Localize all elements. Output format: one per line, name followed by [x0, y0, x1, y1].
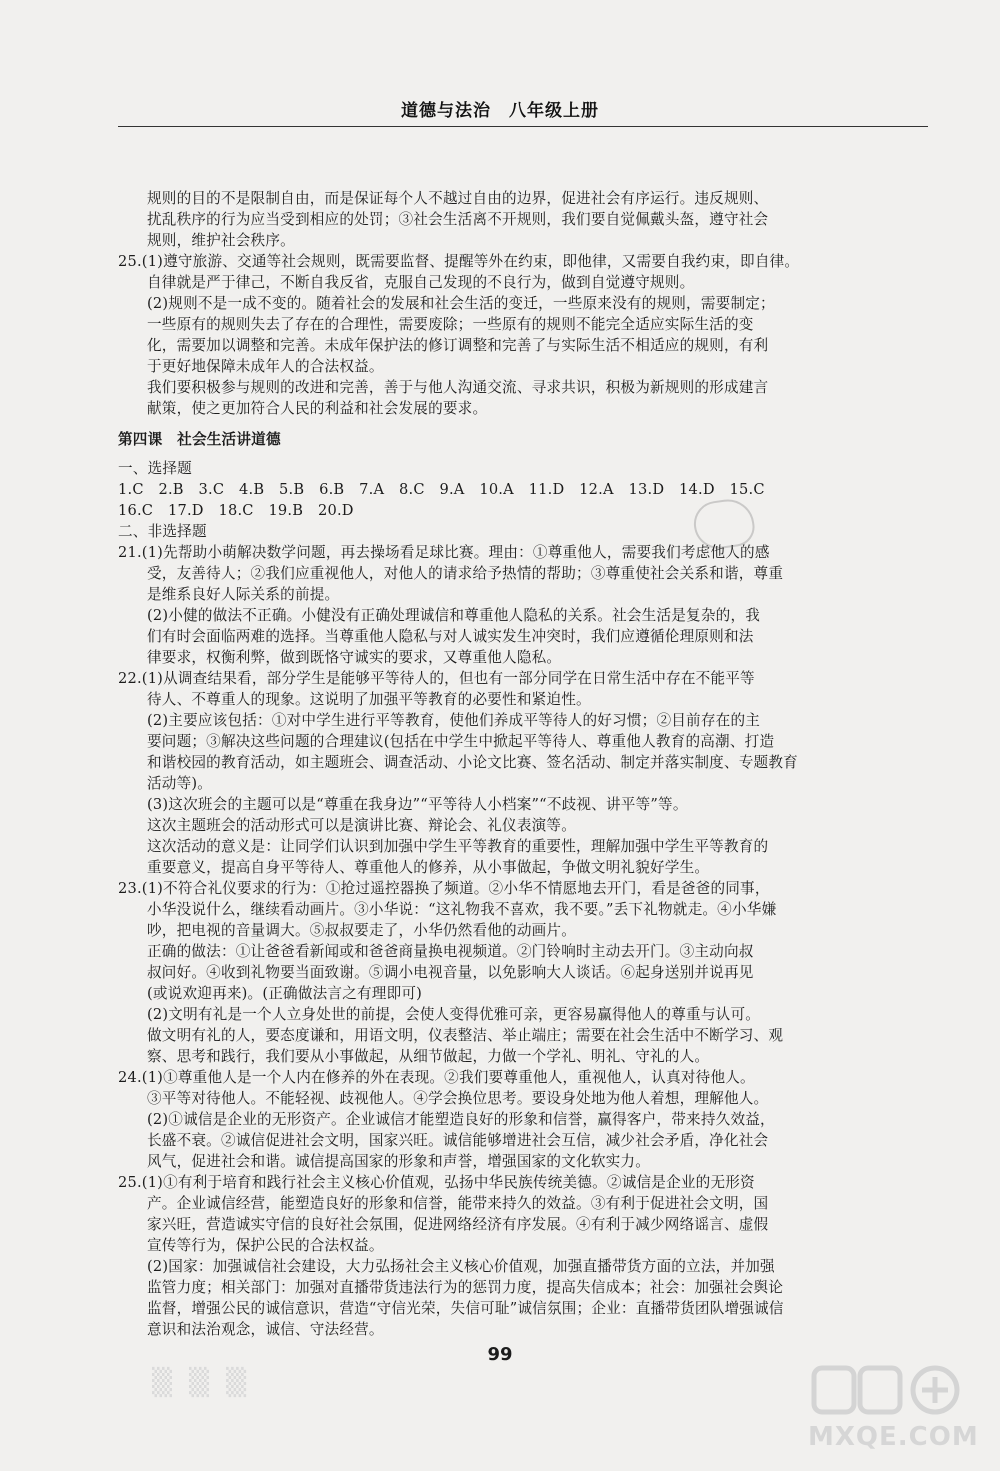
question-23 — [118, 878, 930, 1067]
text-line: 我们要积极参与规则的改进和完善，善于与他人沟通交流、寻求共识，积极为新规则的形成建言 — [147, 379, 769, 396]
text-line: (3)这次班会的主题可以是“尊重在我身边”“平等待人小档案”“不歧视、讲平等”等。 — [147, 796, 688, 813]
question-25 — [118, 1172, 930, 1340]
choice-heading: 一、选择题 — [118, 460, 192, 477]
prev-question-25 — [118, 251, 930, 419]
question-first-line: 23.(1)不符合礼仪要求的行为：①抢过遥控器换了频道。②小华不情愿地去开门，看是爸爸的同事， — [118, 880, 770, 897]
text-line: 监管力度；相关部门：加强对直播带货违法行为的惩罚力度，提高失信成本；社会：加强社会舆论 — [147, 1279, 784, 1296]
text-line: 扰乱秩序的行为应当受到相应的处罚；③社会生活离不开规则，我们要自觉佩戴头盔，遵守社会 — [147, 211, 769, 228]
text-line: (2)文明有礼是一个人立身处世的前提，会使人变得优雅可亲，更容易赢得他人的尊重与认可。 — [147, 1006, 761, 1023]
running-header: 道德与法治 八年级上册 — [401, 101, 599, 121]
question-21 — [118, 542, 930, 668]
watermark-logo-icon — [810, 1360, 980, 1420]
question-first-line: 22.(1)从调查结果看，部分学生是能够平等待人的，但也有一部分同学在日常生活中存在不能平等 — [118, 670, 755, 687]
text-line: 们有时会面临两难的选择。当尊重他人隐私与对人诚实发生冲突时，我们应遵循伦理原则和法 — [147, 628, 754, 645]
text-line: 宣传等行为，保护公民的合法权益。 — [147, 1237, 384, 1254]
question-first-line: 21.(1)先帮助小萌解决数学问题，再去操场看足球比赛。理由：①尊重他人，需要我们考虑他人的感 — [118, 544, 770, 561]
text-line: 这次活动的意义是：让同学们认识到加强中学生平等教育的重要性，理解加强中学生平等教育的 — [147, 838, 769, 855]
text-line: 重要意义，提高自身平等待人、尊重他人的修养，从小事做起，争做文明礼貌好学生。 — [147, 859, 710, 876]
nonchoice-heading: 二、非选择题 — [118, 523, 207, 540]
text-line: 要问题；③解决这些问题的合理建议(包括在中学生中掀起平等待人、尊重他人教育的高潮、打造 — [147, 733, 775, 750]
text-line: 这次主题班会的活动形式可以是演讲比赛、辩论会、礼仪表演等。 — [147, 817, 577, 834]
answer-key-line: 16.C 17.D 18.C 19.B 20.D — [118, 502, 354, 519]
answer-key-line: 1.C 2.B 3.C 4.B 5.B 6.B 7.A 8.C 9.A 10.A 11.D 12.A 13.D 14.D 15.C — [118, 481, 765, 498]
text-line: 律要求，权衡利弊，做到既恪守诚实的要求，又尊重他人隐私。 — [147, 649, 562, 666]
text-line: 受，友善待人；②我们应重视他人，对他人的请求给予热情的帮助；③尊重使社会关系和谐，尊重 — [147, 565, 784, 582]
text-line: 家兴旺，营造诚实守信的良好社会氛围，促进网络经济有序发展。④有利于减少网络谣言、虚假 — [147, 1216, 769, 1233]
watermark-url: MXQE.COM — [808, 1422, 979, 1452]
text-line: 风气，促进社会和谐。诚信提高国家的形象和声誉，增强国家的文化软实力。 — [147, 1153, 650, 1170]
text-line: (2)①诚信是企业的无形资产。企业诚信才能塑造良好的形象和信誉，赢得客户，带来持久效益， — [147, 1111, 775, 1128]
text-line: 化，需要加以调整和完善。未成年保护法的修订调整和完善了与实际生活不相适应的规则，有利 — [147, 337, 769, 354]
text-line: 长盛不衰。②诚信促进社会文明，国家兴旺。诚信能够增进社会互信，减少社会矛盾，净化社会 — [147, 1132, 769, 1149]
text-line: (2)主要应该包括：①对中学生进行平等教育，使他们养成平等待人的好习惯；②目前存在的主 — [147, 712, 761, 729]
question-24 — [118, 1067, 930, 1172]
text-line: 规则的目的不是限制自由，而是保证每个人不越过自由的边界，促进社会有序运行。违反规则、 — [147, 190, 769, 207]
text-line: 规则，维护社会秩序。 — [147, 232, 295, 249]
text-line: (或说欢迎再来)。(正确做法言之有理即可) — [147, 985, 423, 1002]
watermark-left: ▒ ▒ ▒ — [152, 1368, 251, 1398]
text-line: ③平等对待他人。不能轻视、歧视他人。④学会换位思考。要设身处地为他人着想，理解他人。 — [147, 1090, 769, 1107]
text-line: 吵，把电视的音量调大。⑤叔叔要走了，小华仍然看他的动画片。 — [147, 922, 577, 939]
text-line: 做文明有礼的人，要态度谦和，用语文明，仪表整洁、举止端庄；需要在社会生活中不断学习、观 — [147, 1027, 784, 1044]
text-line: 一些原有的规则失去了存在的合理性，需要废除；一些原有的规则不能完全适应实际生活的变 — [147, 316, 754, 333]
text-line: 意识和法治观念，诚信、守法经营。 — [147, 1321, 384, 1338]
text-line: 监督，增强公民的诚信意识，营造“守信光荣，失信可耻”诚信氛围；企业：直播带货团队增强诚信 — [147, 1300, 784, 1317]
text-line: 待人、不尊重人的现象。这说明了加强平等教育的必要性和紧迫性。 — [147, 691, 591, 708]
text-line: 献策，使之更加符合人民的利益和社会发展的要求。 — [147, 400, 488, 417]
prev-section-tail — [118, 188, 930, 251]
page-number: 99 — [487, 1344, 513, 1365]
text-line: 小华没说什么，继续看动画片。③小华说：“这礼物我不喜欢，我不要。”丢下礼物就走。④小华嫌 — [147, 901, 777, 918]
text-line: 产。企业诚信经营，能塑造良好的形象和信誉，能带来持久的效益。③有利于促进社会文明，国 — [147, 1195, 769, 1212]
question-first-line: 25.(1)①有利于培育和践行社会主义核心价值观，弘扬中华民族传统美德。②诚信是企业的无形资 — [118, 1174, 755, 1191]
question-22 — [118, 668, 930, 878]
question-first-line: 24.(1)①尊重他人是一个人内在修养的外在表现。②我们要尊重他人，重视他人，认真对待他人。 — [118, 1069, 755, 1086]
text-line: (2)国家：加强诚信社会建设，大力弘扬社会主义核心价值观，加强直播带货方面的立法，并加强 — [147, 1258, 775, 1275]
page-content — [118, 188, 930, 1340]
text-line: 是维系良好人际关系的前提。 — [147, 586, 340, 603]
text-line: 察、思考和践行，我们要从小事做起，从细节做起，力做一个学礼、明礼、守礼的人。 — [147, 1048, 710, 1065]
text-line: 于更好地保障未成年人的合法权益。 — [147, 358, 384, 375]
text-line: (2)小健的做法不正确。小健没有正确处理诚信和尊重他人隐私的关系。社会生活是复杂的，我 — [147, 607, 761, 624]
text-line: 活动等)。 — [147, 775, 213, 792]
header-rule — [118, 126, 928, 127]
text-line: 和谐校园的教育活动，如主题班会、调查活动、小论文比赛、签名活动、制定并落实制度、专题教育 — [147, 754, 798, 771]
question-first-line: 25.(1)遵守旅游、交通等社会规则，既需要监督、提醒等外在约束，即他律，又需要自我约束，即自律。 — [118, 253, 800, 270]
lesson-title: 第四课 社会生活讲道德 — [118, 431, 281, 448]
text-line: 叔问好。④收到礼物要当面致谢。⑤调小电视音量，以免影响大人谈话。⑥起身送别并说再见 — [147, 964, 754, 981]
text-line: (2)规则不是一成不变的。随着社会的发展和社会生活的变迁，一些原来没有的规则，需要制定； — [147, 295, 775, 312]
text-line: 正确的做法：①让爸爸看新闻或和爸爸商量换电视频道。②门铃响时主动去开门。③主动向叔 — [147, 943, 754, 960]
text-line: 自律就是严于律己，不断自我反省，克服自己发现的不良行为，做到自觉遵守规则。 — [147, 274, 695, 291]
